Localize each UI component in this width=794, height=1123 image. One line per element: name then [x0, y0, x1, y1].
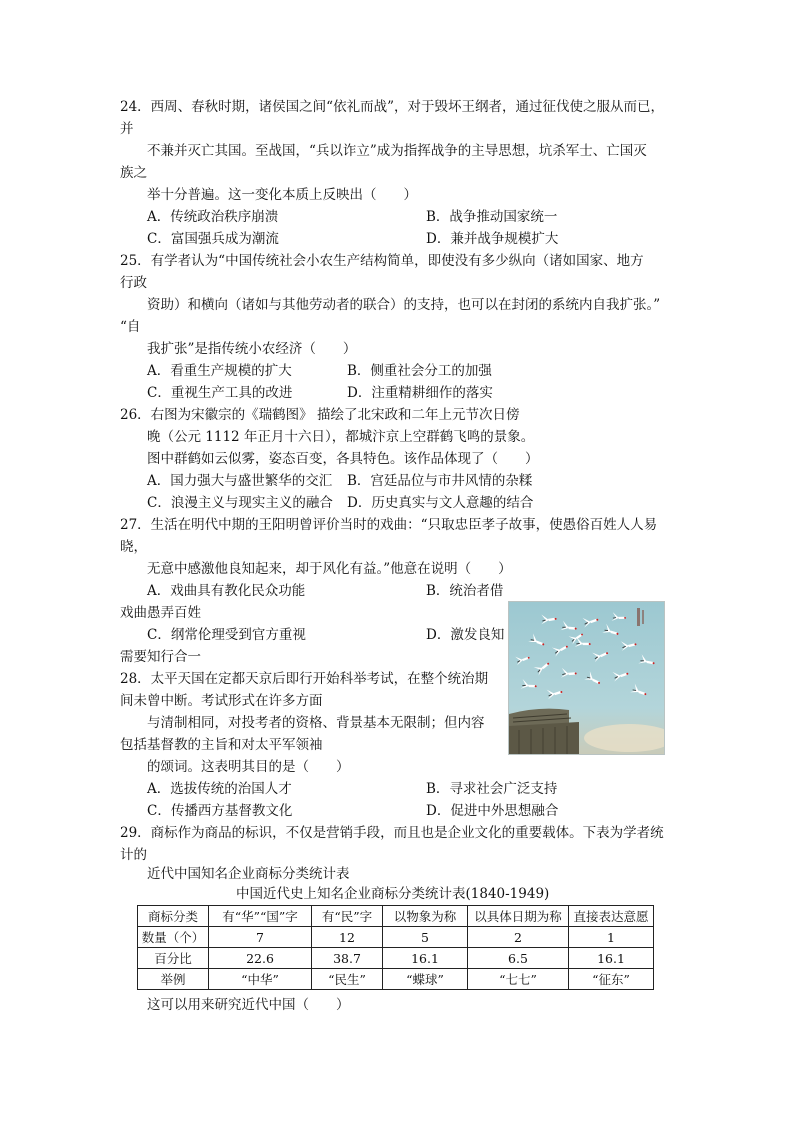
table-caption: 中国近代史上知名企业商标分类统计表(1840-1949) — [236, 886, 550, 902]
auspicious-cranes-painting — [508, 601, 665, 755]
q24-text-line: 举十分普遍。这一变化本质上反映出（ ） — [147, 187, 417, 203]
q28-option-b[interactable]: B．寻求社会广泛支持 — [426, 781, 558, 797]
table-header-cell: 商标分类 — [138, 906, 209, 927]
q25-option-c[interactable]: C．重视生产工具的改进 — [147, 385, 293, 401]
table-cell: 16.1 — [383, 948, 468, 969]
table-header-cell: 有“民”字 — [312, 906, 383, 927]
q24-text-line: 不兼并灭亡其国。至战国，“兵以诈立”成为指挥战争的主导思想，坑杀军士、亡国灭 — [147, 143, 647, 159]
table-cell: 22.6 — [209, 948, 312, 969]
table-header-row — [138, 906, 654, 927]
q27-option-d-continued: 需要知行合一 — [120, 649, 201, 665]
table-cell: 6.5 — [468, 948, 569, 969]
table-cell: 百分比 — [138, 948, 209, 969]
q24-option-d[interactable]: D．兼并战争规模扩大 — [426, 231, 559, 247]
q25-text-line: 行政 — [120, 275, 147, 291]
q29-text-line: 计的 — [120, 847, 147, 863]
q28-text-line: 的颂词。这表明其目的是（ ） — [147, 759, 350, 775]
q27-text-line: 无意中感激他良知起来，却于风化有益。”他意在说明（ ） — [147, 561, 512, 577]
q26-option-a[interactable]: A．国力强大与盛世繁华的交汇 — [147, 473, 333, 489]
table-cell: 1 — [569, 927, 654, 948]
table-cell: 16.1 — [569, 948, 654, 969]
q25-text-line: 25．有学者认为“中国传统社会小农生产结构简单，即使没有多少纵向（诸如国家、地方 — [120, 253, 644, 269]
table-cell: “中华” — [209, 969, 312, 990]
q27-text-line: 晓， — [120, 539, 147, 555]
q29-text-line: 近代中国知名企业商标分类统计表 — [147, 866, 350, 882]
trademark-stats-table — [137, 905, 654, 990]
table-cell: “征东” — [569, 969, 654, 990]
table-header-cell: 有“华”“国”字 — [209, 906, 312, 927]
q27-option-c[interactable]: C．纲常伦理受到官方重视 — [147, 627, 306, 643]
q28-option-d[interactable]: D．促进中外思想融合 — [426, 803, 559, 819]
table-cell: 7 — [209, 927, 312, 948]
q28-option-a[interactable]: A．选拔传统的治国人才 — [147, 781, 292, 797]
q25-text-line: 我扩张”是指传统小农经济（ ） — [147, 341, 357, 357]
q26-option-c[interactable]: C．浪漫主义与现实主义的融合 — [147, 495, 333, 511]
table-row — [138, 948, 654, 969]
q27-option-b[interactable]: B．统治者借 — [426, 583, 504, 599]
table-cell: 数量（个） — [138, 927, 209, 948]
q28-text-line: 间未曾中断。考试形式在许多方面 — [120, 693, 323, 709]
q27-option-b-continued: 戏曲愚弄百姓 — [120, 605, 201, 621]
table-cell: 12 — [312, 927, 383, 948]
q26-text-line: 26．右图为宋徽宗的《瑞鹤图》 描绘了北宋政和二年上元节次日傍 — [120, 407, 520, 423]
q25-option-a[interactable]: A．看重生产规模的扩大 — [147, 363, 292, 379]
q24-text-line: 族之 — [120, 165, 147, 181]
table-row — [138, 927, 654, 948]
q29-question-line: 这可以用来研究近代中国（ ） — [147, 997, 350, 1013]
q24-text-line: 并 — [120, 121, 134, 137]
q26-text-line: 图中群鹤如云似雾，姿态百变，各具特色。该作品体现了（ ） — [147, 451, 539, 467]
table-cell: 2 — [468, 927, 569, 948]
table-cell: “民生” — [312, 969, 383, 990]
table-cell: “七七” — [468, 969, 569, 990]
table-cell: 38.7 — [312, 948, 383, 969]
q28-option-c[interactable]: C．传播西方基督教文化 — [147, 803, 293, 819]
q24-text-line: 24．西周、春秋时期，诸侯国之间“依礼而战”，对于毁坏王纲者，通过征伐使之服从而已， — [120, 99, 664, 115]
q25-text-line: “自 — [120, 319, 141, 335]
table-header-cell: 直接表达意愿 — [569, 906, 654, 927]
q28-text-line: 与清制相同，对投考者的资格、背景基本无限制；但内容 — [147, 715, 485, 731]
q25-option-d[interactable]: D．注重精耕细作的落实 — [347, 385, 493, 401]
q24-option-c[interactable]: C．富国强兵成为潮流 — [147, 231, 279, 247]
q26-option-b[interactable]: B．宫廷品位与市井风情的杂糅 — [347, 473, 533, 489]
table-header-cell: 以具体日期为称 — [468, 906, 569, 927]
q27-option-d[interactable]: D．激发良知 — [426, 627, 505, 643]
q25-text-line: 资助）和横向（诸如与其他劳动者的联合）的支持，也可以在封闭的系统内自我扩张。” — [147, 297, 661, 313]
q24-option-a[interactable]: A．传统政治秩序崩溃 — [147, 209, 279, 225]
table-cell: 举例 — [138, 969, 209, 990]
q26-option-d[interactable]: D．历史真实与文人意趣的结合 — [347, 495, 534, 511]
q28-text-line: 包括基督教的主旨和对太平军领袖 — [120, 737, 323, 753]
q28-text-line: 28．太平天国在定都天京后即行开始科举考试，在整个统治期 — [120, 671, 489, 687]
q26-text-line: 晚（公元 1112 年正月十六日），都城汴京上空群鹤飞鸣的景象。 — [147, 429, 535, 445]
q29-text-line: 29．商标作为商品的标识，不仅是营销手段，而且也是企业文化的重要载体。下表为学者统 — [120, 825, 664, 841]
table-row — [138, 969, 654, 990]
table-header-cell: 以物象为称 — [383, 906, 468, 927]
q24-option-b[interactable]: B．战争推动国家统一 — [426, 209, 558, 225]
table-cell: 5 — [383, 927, 468, 948]
table-cell: “蝶球” — [383, 969, 468, 990]
q27-text-line: 27．生活在明代中期的王阳明曾评价当时的戏曲：“只取忠臣孝子故事，使愚俗百姓人人易 — [120, 517, 658, 533]
q27-option-a[interactable]: A．戏曲具有教化民众功能 — [147, 583, 306, 599]
q25-option-b[interactable]: B．侧重社会分工的加强 — [347, 363, 492, 379]
